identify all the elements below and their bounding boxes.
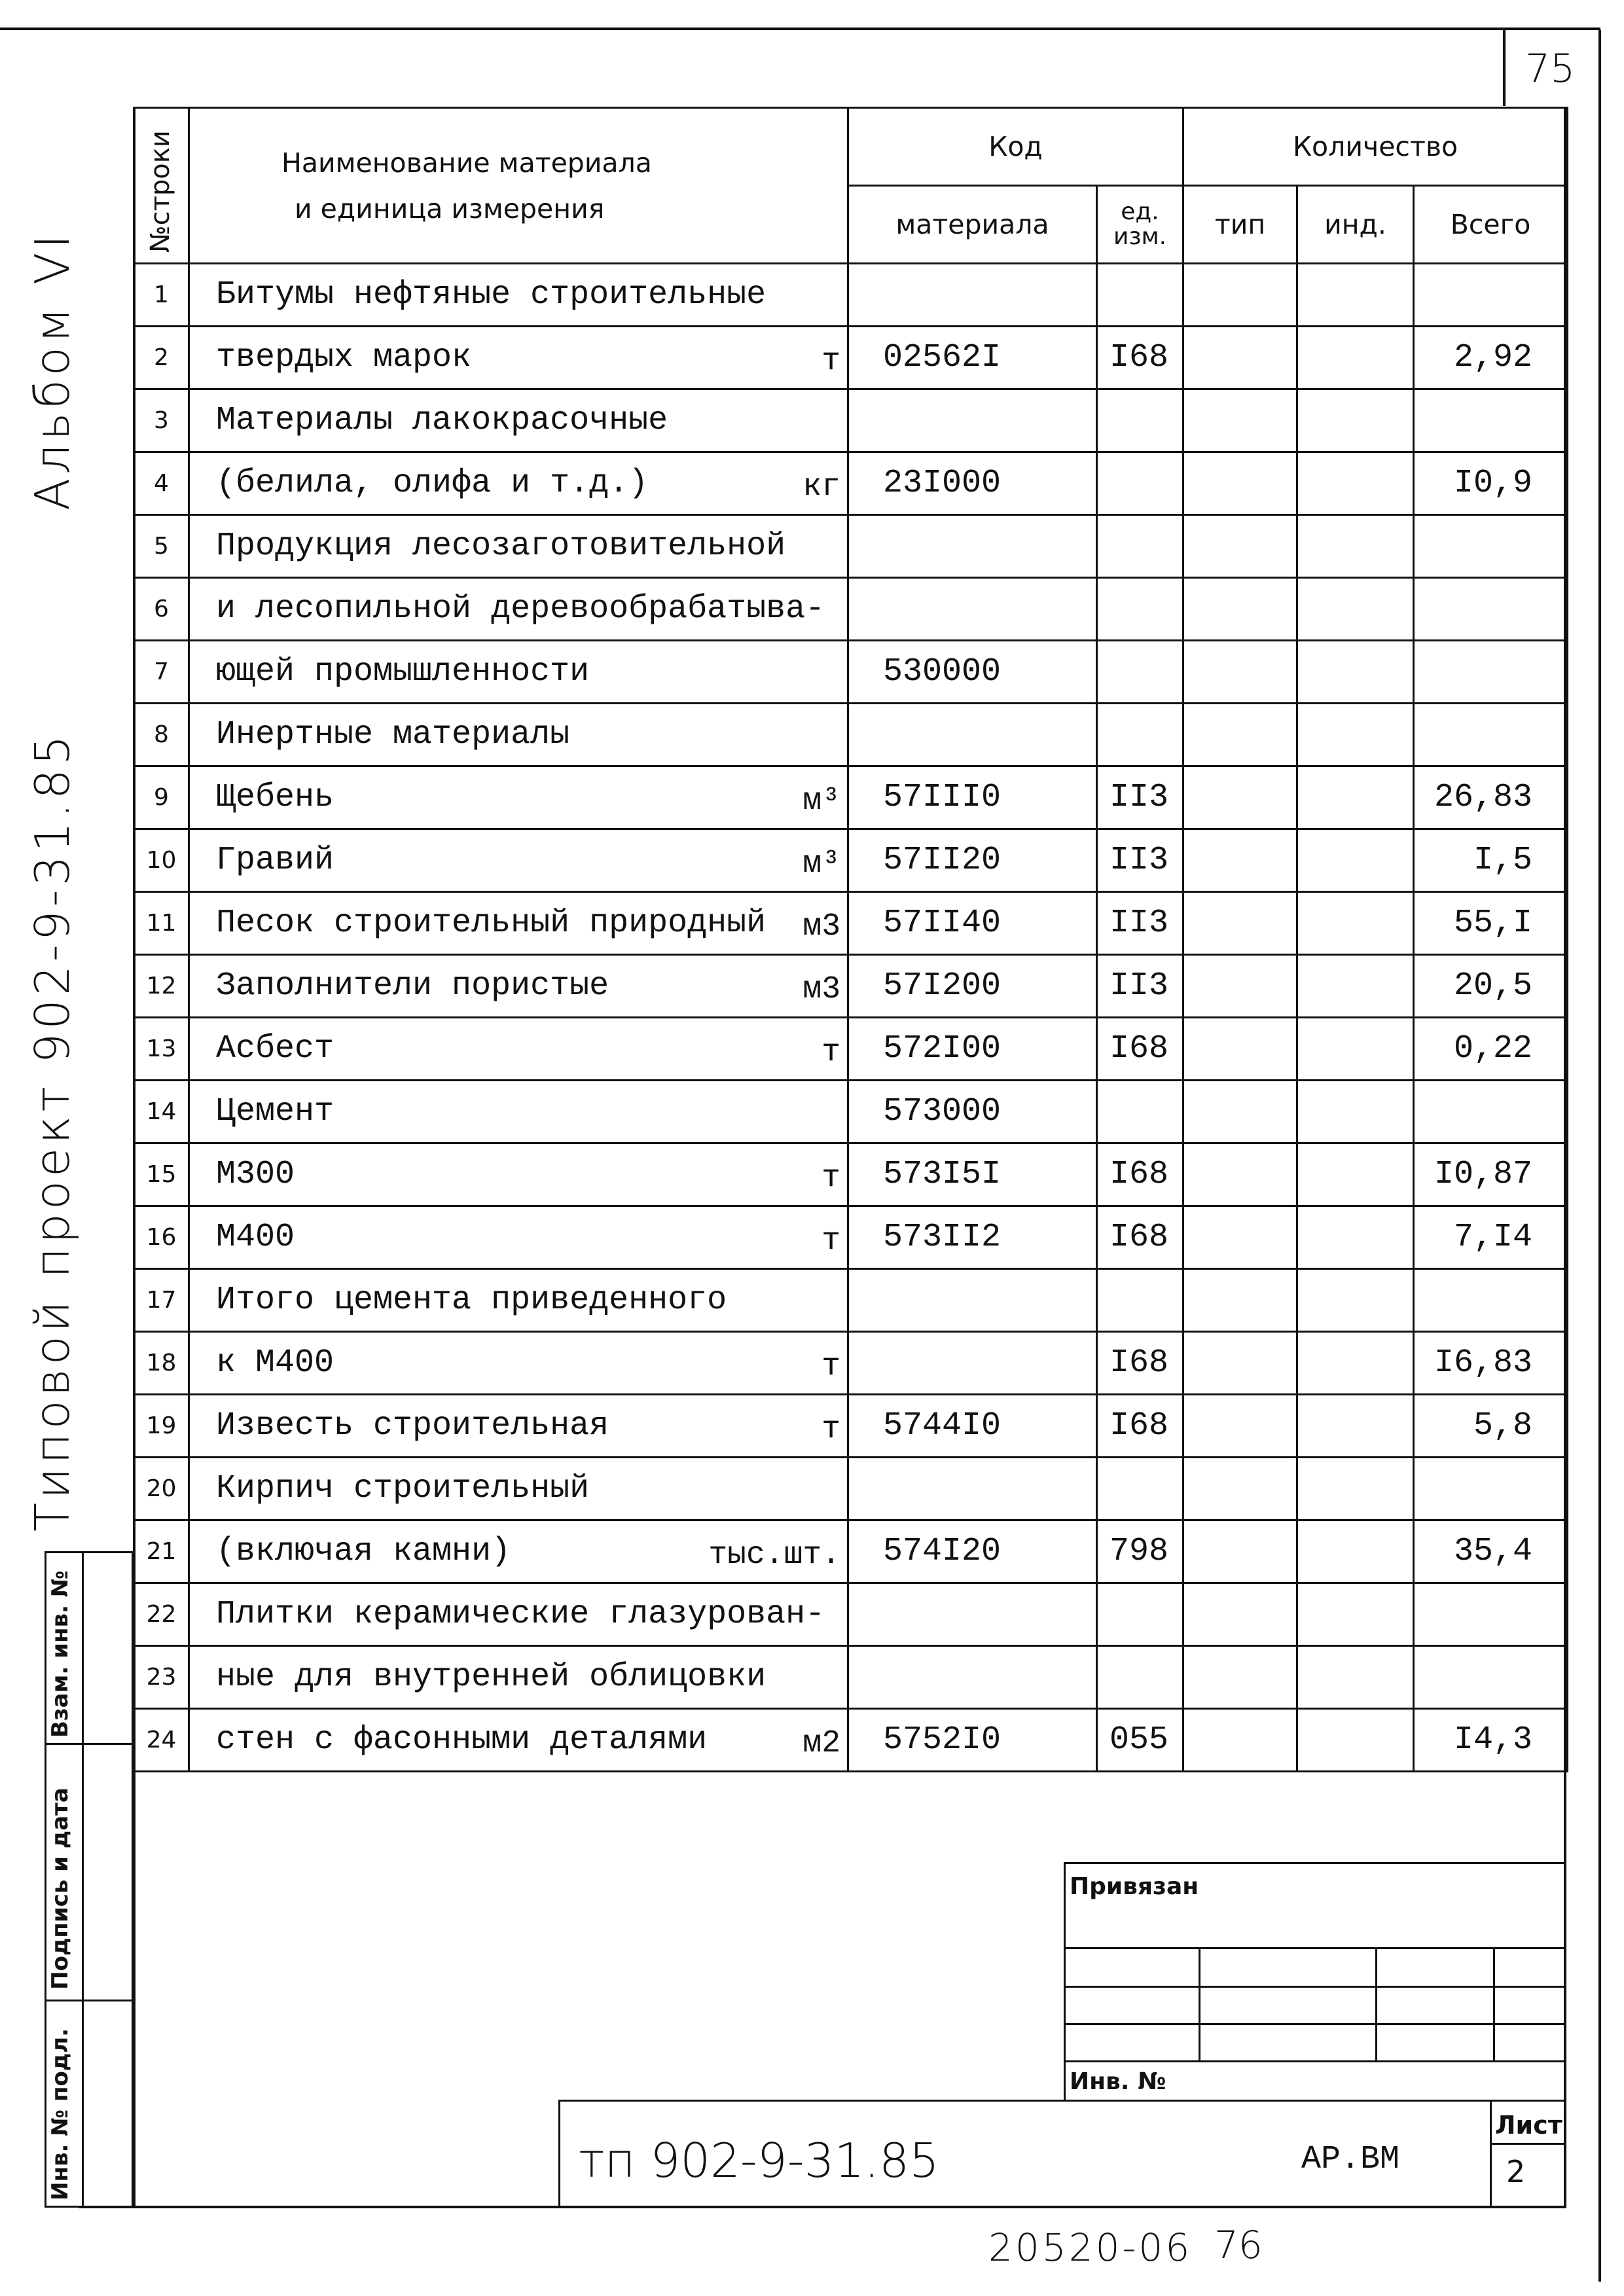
table-row [134,1520,1568,1583]
unit-code: I68 [1097,1018,1183,1081]
material-name: Инертные материалы [189,704,848,766]
qty-ind [1297,389,1414,452]
material-name: М300 т [189,1143,848,1206]
project-code: тп 902-9-31.85 [579,2133,939,2188]
qty-type [1183,704,1297,766]
materials-table [133,107,1568,1772]
material-name: к М400 т [189,1332,848,1395]
material-name: Продукция лесозаготовительной [189,515,848,578]
material-code [848,704,1097,766]
qty-ind [1297,264,1414,327]
qty-total: 7,I4 [1414,1206,1568,1269]
measure-unit: т [821,1035,840,1070]
podpis-label: Подпись и дата [47,1787,73,1990]
row-number: 14 [134,1081,189,1143]
material-code: 5744I0 [848,1395,1097,1458]
qty-total [1414,515,1568,578]
qty-total [1414,1269,1568,1332]
qty-type [1183,1332,1297,1395]
table-row [134,1458,1568,1520]
material-code: 573000 [848,1081,1097,1143]
row-number: 19 [134,1395,189,1458]
material-name: и лесопильной деревообрабатыва- [189,578,848,641]
material-code: 23I000 [848,452,1097,515]
material-code: 573II2 [848,1206,1097,1269]
material-name: ные для внутренней облицовки [189,1646,848,1709]
qty-total [1414,264,1568,327]
title-block [558,2100,1566,2208]
qty-type [1183,327,1297,389]
qty-total: I6,83 [1414,1332,1568,1395]
qty-ind [1297,955,1414,1018]
unit-code: I68 [1097,1395,1183,1458]
unit-code [1097,515,1183,578]
material-code: 572I00 [848,1018,1097,1081]
footer-code: 20520-06 [988,2225,1193,2270]
qty-type [1183,1646,1297,1709]
qty-type [1183,1520,1297,1583]
qty-ind [1297,641,1414,704]
unit-code: II3 [1097,766,1183,829]
table-row [134,515,1568,578]
row-number: 21 [134,1520,189,1583]
measure-unit: м3 [803,909,840,944]
qty-total [1414,1583,1568,1646]
qty-type [1183,641,1297,704]
page-number-box-left [1503,30,1506,106]
material-code: 57III0 [848,766,1097,829]
material-code [848,1458,1097,1520]
privyazan-block [1064,1862,1566,2101]
name-header: Наименование материала и единица измерения [189,108,848,264]
qty-total: 0,22 [1414,1018,1568,1081]
table-row [134,1206,1568,1269]
qty-type [1183,1395,1297,1458]
qty-type [1183,955,1297,1018]
list-label: Лист [1495,2111,1562,2140]
qty-ind [1297,704,1414,766]
unit-code [1097,578,1183,641]
table-row [134,452,1568,515]
qty-type [1183,1206,1297,1269]
row-number: 23 [134,1646,189,1709]
qty-total: I,5 [1414,829,1568,892]
material-code [848,578,1097,641]
material-name: Гравий м³ [189,829,848,892]
measure-unit: т [821,344,840,379]
material-code [848,1646,1097,1709]
row-number: 20 [134,1458,189,1520]
qty-type [1183,1583,1297,1646]
qty-type [1183,578,1297,641]
table-row [134,1269,1568,1332]
unit-code [1097,1583,1183,1646]
qty-total: 35,4 [1414,1520,1568,1583]
qty-ind [1297,452,1414,515]
table-row [134,1018,1568,1081]
qty-type [1183,515,1297,578]
unit-code [1097,641,1183,704]
material-code: 57I200 [848,955,1097,1018]
material-name: М400 т [189,1206,848,1269]
row-number: 10 [134,829,189,892]
material-code: 57II20 [848,829,1097,892]
qty-type [1183,1269,1297,1332]
table-row [134,1332,1568,1395]
qty-type [1183,389,1297,452]
material-code: 02562I [848,327,1097,389]
page-number: 75 [1525,46,1576,92]
table-row [134,1395,1568,1458]
qty-total: I0,9 [1414,452,1568,515]
material-code [848,1269,1097,1332]
table-row [134,1143,1568,1206]
qty-ind [1297,766,1414,829]
table-row [134,641,1568,704]
table-row [134,1646,1568,1709]
table-body [134,264,1568,1772]
qty-ind [1297,1709,1414,1772]
material-name: Итого цемента приведенного [189,1269,848,1332]
row-number: 15 [134,1143,189,1206]
measure-unit: т [821,1412,840,1447]
material-code [848,389,1097,452]
unit-code [1097,704,1183,766]
qty-ind [1297,892,1414,955]
privyazan-label: Привязан [1070,1873,1199,1900]
unit-code: 055 [1097,1709,1183,1772]
qty-type [1183,1018,1297,1081]
footer-page: 76 [1214,2223,1263,2267]
row-number: 5 [134,515,189,578]
qty-total: 2,92 [1414,327,1568,389]
row-number: 2 [134,327,189,389]
qty-ind [1297,1646,1414,1709]
material-code: 574I20 [848,1520,1097,1583]
qty-type-header: тип [1183,186,1297,264]
qty-total [1414,1458,1568,1520]
qty-ind [1297,1081,1414,1143]
qty-ind [1297,1018,1414,1081]
qty-type [1183,892,1297,955]
unit-code: II3 [1097,829,1183,892]
material-code: 57II40 [848,892,1097,955]
unit-code: I68 [1097,1143,1183,1206]
unit-code: I68 [1097,1332,1183,1395]
material-name: Асбест т [189,1018,848,1081]
qty-type [1183,452,1297,515]
measure-unit: тыс.шт. [708,1537,840,1573]
measure-unit: м³ [803,783,840,819]
table-row [134,892,1568,955]
unit-code: I68 [1097,327,1183,389]
qty-total [1414,1646,1568,1709]
material-name: Материалы лакокрасочные [189,389,848,452]
table-row [134,264,1568,327]
material-name: (белила, олифа и т.д.) кг [189,452,848,515]
table-row [134,829,1568,892]
qty-type [1183,1458,1297,1520]
unit-code: I68 [1097,1206,1183,1269]
measure-unit: м³ [803,846,840,882]
qty-total: 5,8 [1414,1395,1568,1458]
qty-total [1414,389,1568,452]
row-number: 1 [134,264,189,327]
table-row [134,1709,1568,1772]
right-frame-line [1598,30,1601,2282]
qty-ind [1297,578,1414,641]
table-row [134,327,1568,389]
measure-unit: м3 [803,972,840,1007]
qty-ind [1297,327,1414,389]
material-name: Известь строительная т [189,1395,848,1458]
material-code [848,1583,1097,1646]
inv-podl-label: Инв. № подл. [47,2028,73,2200]
qty-ind [1297,1520,1414,1583]
qty-type [1183,1143,1297,1206]
measure-unit: кг [803,469,840,505]
table-row [134,1583,1568,1646]
row-number: 17 [134,1269,189,1332]
table-row [134,578,1568,641]
material-name: Щебень м³ [189,766,848,829]
table-row [134,704,1568,766]
material-code [848,1332,1097,1395]
qty-total: I4,3 [1414,1709,1568,1772]
sheet-code: АР.ВМ [1301,2141,1400,2178]
qty-ind [1297,1332,1414,1395]
unit-code [1097,264,1183,327]
row-number: 18 [134,1332,189,1395]
unit-code [1097,389,1183,452]
material-code: 530000 [848,641,1097,704]
row-number: 24 [134,1709,189,1772]
qty-type [1183,766,1297,829]
unit-code: II3 [1097,892,1183,955]
material-name: твердых марок т [189,327,848,389]
qty-ind [1297,1395,1414,1458]
row-number: 22 [134,1583,189,1646]
qty-total: 20,5 [1414,955,1568,1018]
qty-ind [1297,1458,1414,1520]
qty-ind [1297,829,1414,892]
row-number: 4 [134,452,189,515]
measure-unit: т [821,1160,840,1196]
material-name: стен с фасонными деталями м2 [189,1709,848,1772]
quantity-group-header: Количество [1183,108,1568,186]
unit-code [1097,1081,1183,1143]
unit-code: 798 [1097,1520,1183,1583]
qty-total [1414,641,1568,704]
measure-unit: т [821,1223,840,1259]
row-number: 7 [134,641,189,704]
qty-total-header: Всего [1414,186,1568,264]
qty-type [1183,1081,1297,1143]
row-number: 13 [134,1018,189,1081]
inv-no-label: Инв. № [1070,2068,1166,2095]
qty-ind [1297,1206,1414,1269]
qty-total [1414,704,1568,766]
row-number: 12 [134,955,189,1018]
row-number: 6 [134,578,189,641]
material-code: 573I5I [848,1143,1097,1206]
material-name: ющей промышленности [189,641,848,704]
unit-code [1097,452,1183,515]
qty-total: 55,I [1414,892,1568,955]
material-name: (включая камни) тыс.шт. [189,1520,848,1583]
table-row [134,955,1568,1018]
project-vertical-label: Типовой проект 902-9-31.85 [25,731,80,1532]
album-label: Альбом VI [25,230,80,511]
unit-code: II3 [1097,955,1183,1018]
row-number: 16 [134,1206,189,1269]
row-number: 11 [134,892,189,955]
material-name: Кирпич строительный [189,1458,848,1520]
top-frame-line [0,27,1600,30]
measure-unit: м2 [803,1726,840,1761]
qty-ind-header: инд. [1297,186,1414,264]
table-row [134,389,1568,452]
qty-total [1414,578,1568,641]
row-number: 3 [134,389,189,452]
measure-unit: т [821,1349,840,1384]
list-number: 2 [1506,2154,1526,2189]
qty-ind [1297,1143,1414,1206]
row-number: 8 [134,704,189,766]
qty-ind [1297,1269,1414,1332]
code-unit-header: ед. изм. [1097,186,1183,264]
qty-type [1183,264,1297,327]
qty-type [1183,829,1297,892]
material-name: Битумы нефтяные строительные [189,264,848,327]
material-code [848,264,1097,327]
vzam-inv-label: Взам. инв. № [47,1570,73,1738]
qty-total: I0,87 [1414,1143,1568,1206]
table-row [134,766,1568,829]
material-name: Песок строительный природный м3 [189,892,848,955]
material-code [848,515,1097,578]
material-code: 5752I0 [848,1709,1097,1772]
row-number-header: №строки [134,108,189,264]
qty-ind [1297,1583,1414,1646]
material-name: Заполнители пористые м3 [189,955,848,1018]
qty-type [1183,1709,1297,1772]
code-group-header: Код [848,108,1183,186]
qty-ind [1297,515,1414,578]
qty-total: 26,83 [1414,766,1568,829]
unit-code [1097,1646,1183,1709]
qty-total [1414,1081,1568,1143]
table-row [134,1081,1568,1143]
unit-code [1097,1458,1183,1520]
material-name: Цемент [189,1081,848,1143]
material-name: Плитки керамические глазурован- [189,1583,848,1646]
row-number: 9 [134,766,189,829]
unit-code [1097,1269,1183,1332]
code-material-header: материала [848,186,1097,264]
